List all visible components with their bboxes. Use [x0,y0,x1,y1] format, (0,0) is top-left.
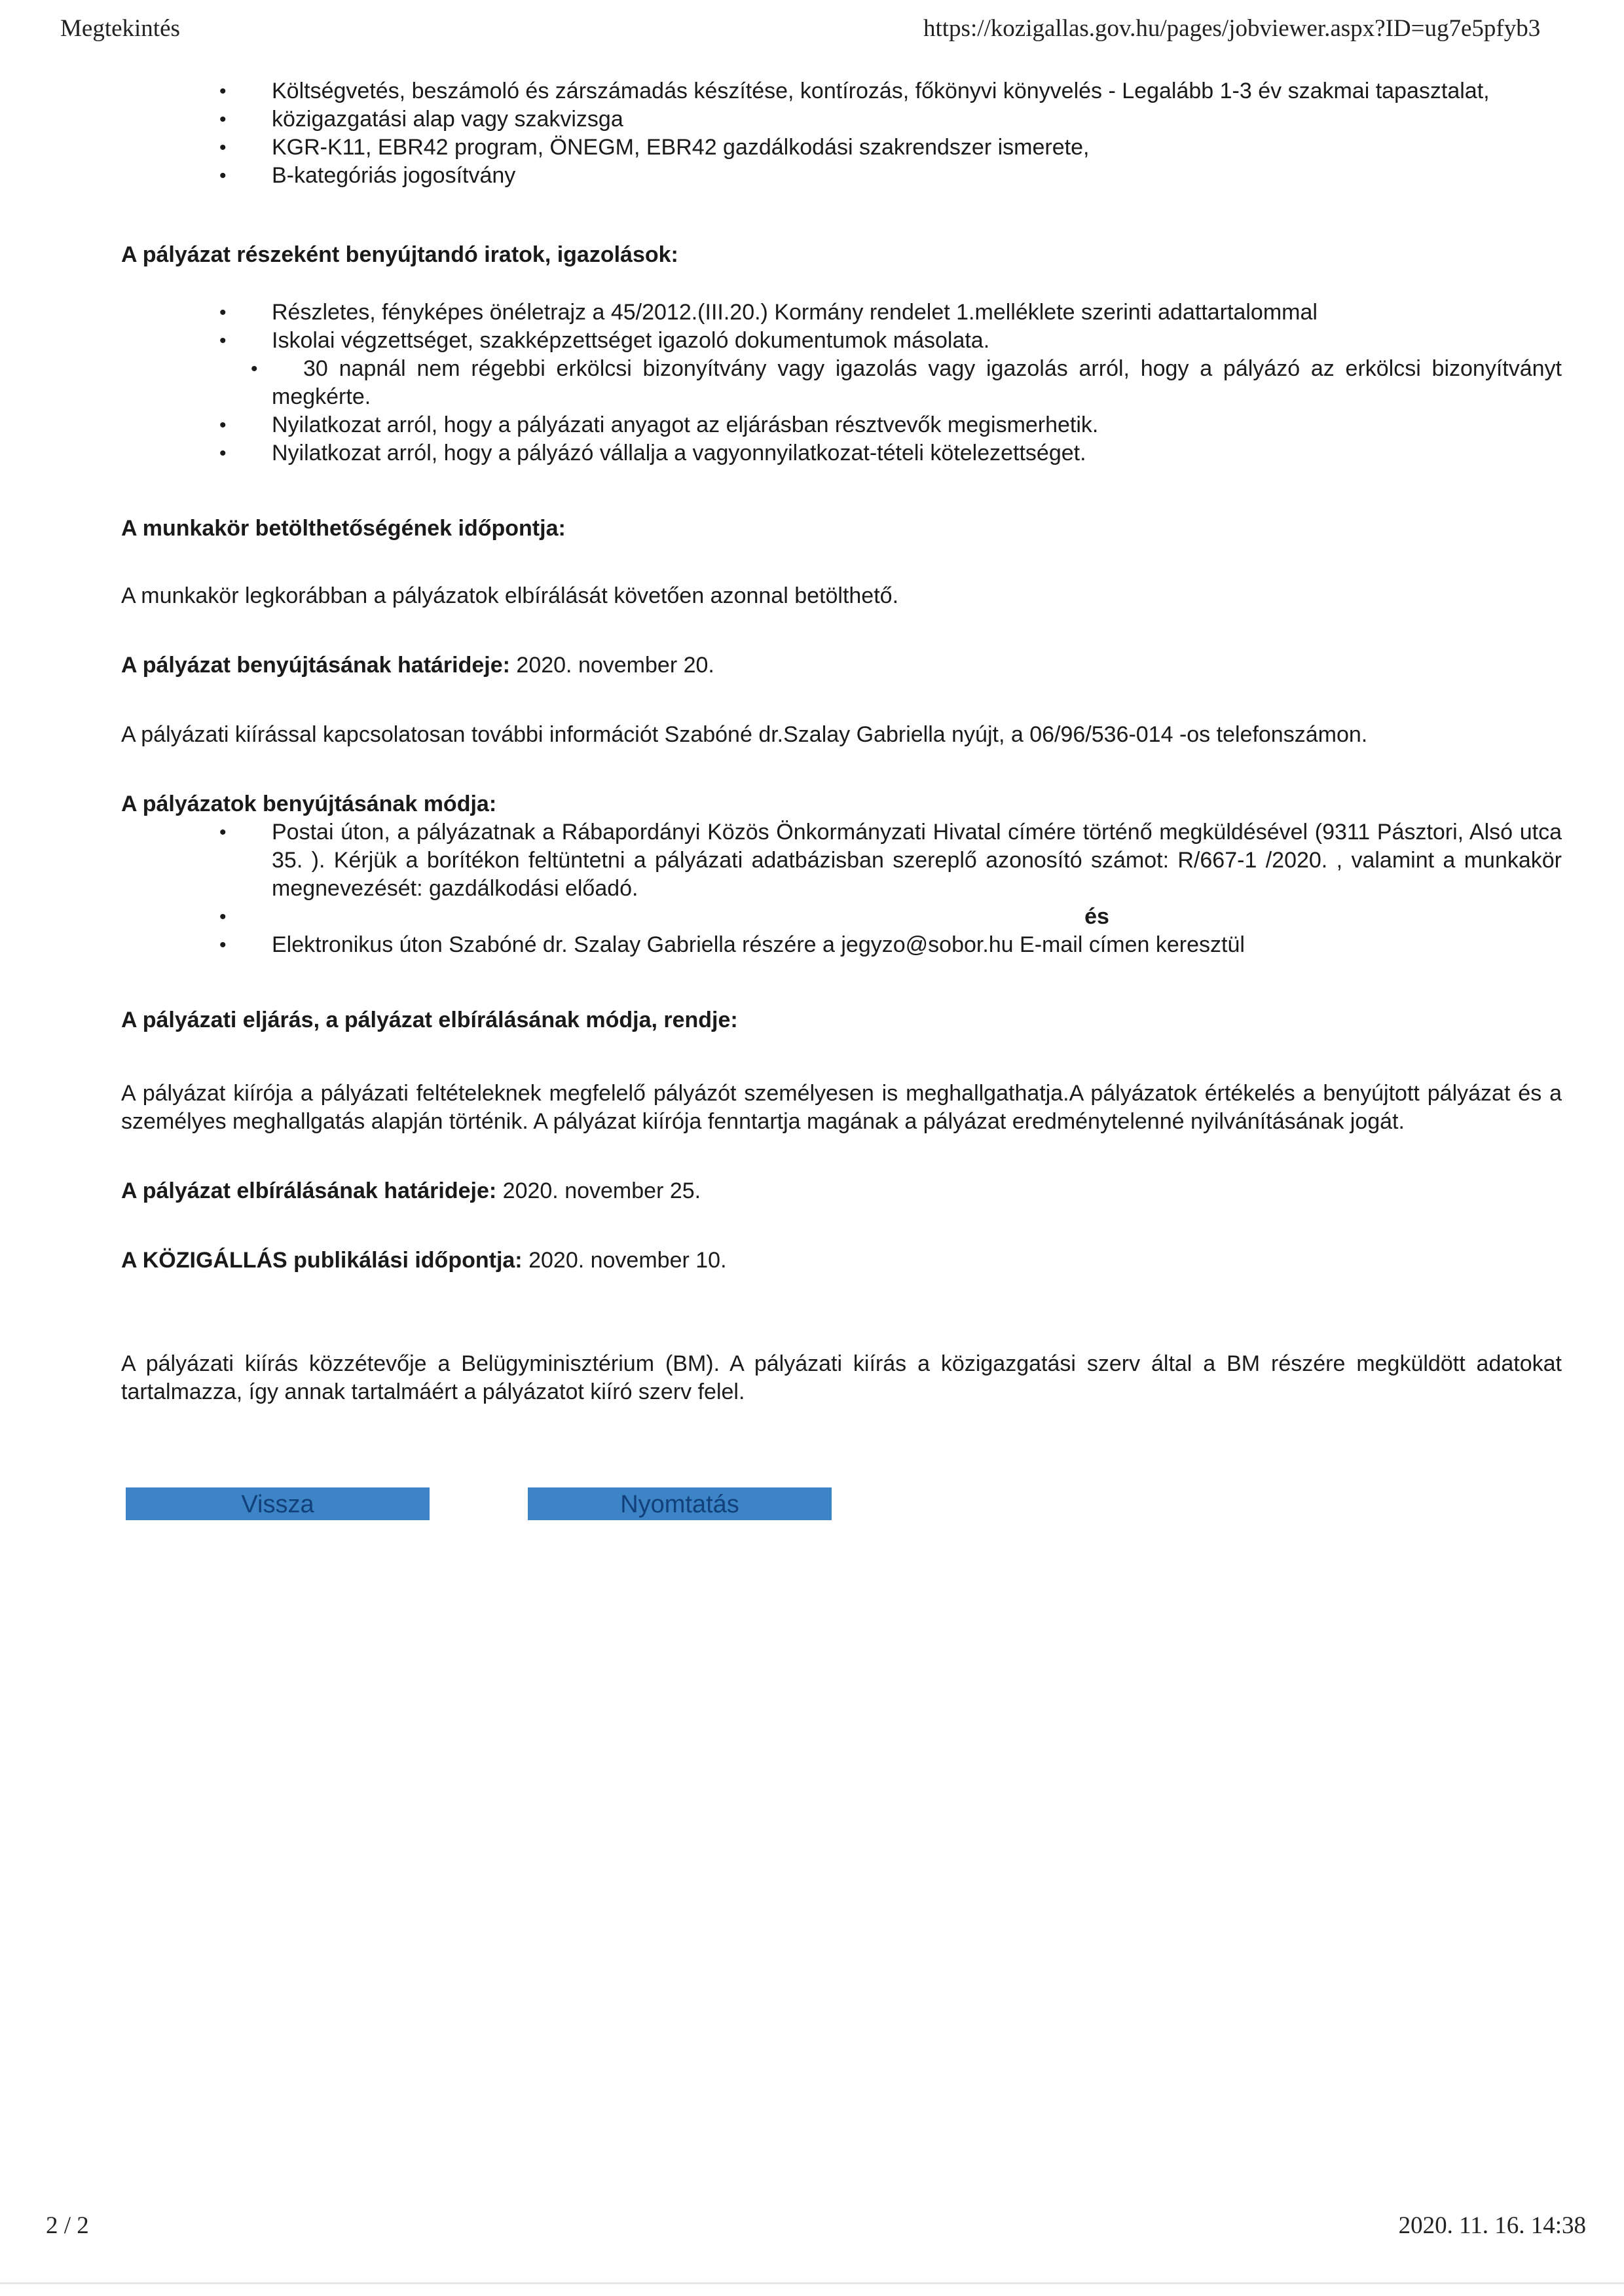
list-item: • Költségvetés, beszámoló és zárszámadás készítése, kontírozás, főkönyvi könyvelés - Legalább 1-3 év szakmai tapasztalat, [121,77,1562,105]
submission-method-list [121,818,1562,959]
page-bottom-divider [0,2282,1624,2284]
list-item: • közigazgatási alap vagy szakvizsga [121,105,1562,134]
list-item: • Nyilatkozat arról, hogy a pályázó vállalja a vagyonnyilatkozat-tételi kötelezettséget. [121,439,1562,467]
list-item: • Nyilatkozat arról, hogy a pályázati anyagot az eljárásban résztvevők megismerhetik. [121,411,1562,439]
job-posting-content [121,77,1562,1406]
print-header-title: Megtekintés [60,15,180,42]
list-item: • 30 napnál nem régebbi erkölcsi bizonyítvány vagy igazolás vagy igazolás arról, hogy a pályázó az erkölcsi bizonyítványt megkérte. [121,355,1562,411]
list-item: • Elektronikus úton Szabóné dr. Szalay Gabriella részére a jegyzo@sobor.hu E-mail címen keresztül [121,931,1562,959]
list-item: • Postai úton, a pályázatnak a Rábapordányi Közös Önkormányzati Hivatal címére történő megküldésével (9311 Pásztori, Alsó utca 35. ). Kérjük a borítékon feltüntetni a pályázati adatbázisban szereplő azonosító számot: R/667-1 /2020. , valamint a munkakör megnevezését: gazdálkodási előadó. [121,818,1562,903]
page-number: 2 / 2 [46,2212,89,2239]
conjunction-text: • és [1084,904,1109,929]
fill-date-heading: A munkakör betölthetőségének időpontja: [121,516,566,541]
list-item: • KGR-K11, EBR42 program, ÖNEGM, EBR42 gazdálkodási szakrendszer ismerete, [121,134,1562,162]
publisher-text: A pályázati kiírás közzétevője a Belügyminisztérium (BM). A pályázati kiírás a közigazgatási szerv által a BM részére megküldött adatokat tartalmazza, így annak tartalmáért a pályázatot kiíró szerv felel. [121,1351,1562,1404]
back-button[interactable]: Vissza [126,1487,430,1520]
documents-heading: A pályázat részeként benyújtandó iratok, igazolások: [121,242,678,267]
judgement-deadline-value: 2020. november 25. [496,1178,701,1203]
requirements-list [121,77,1562,190]
fill-date-text: A munkakör legkorábban a pályázatok elbírálását követően azonnal betölthető. [121,583,899,608]
print-button[interactable]: Nyomtatás [528,1487,832,1520]
judgement-deadline [121,1177,1562,1205]
list-item: • B-kategóriás jogosítvány [121,162,1562,190]
procedure-heading: A pályázati eljárás, a pályázat elbírálásának módja, rendje: [121,1008,738,1032]
submission-method-heading: A pályázatok benyújtásának módja: [121,792,497,816]
list-item: • Részletes, fényképes önéletrajz a 45/2012.(III.20.) Kormány rendelet 1.melléklete szerinti adattartalommal [121,299,1562,327]
judgement-deadline-label: A pályázat elbírálásának határideje: [121,1178,497,1203]
conjunction-row [121,903,1562,931]
documents-list [121,299,1562,467]
publication-date-value: 2020. november 10. [522,1248,727,1273]
submission-deadline-label: A pályázat benyújtásának határideje: [121,653,510,678]
publication-date-label: A KÖZIGÁLLÁS publikálási időpontja: [121,1248,523,1273]
list-item: • Iskolai végzettséget, szakképzettséget igazoló dokumentumok másolata. [121,327,1562,355]
publication-date [121,1247,1562,1275]
print-datetime: 2020. 11. 16. 14:38 [1398,2212,1586,2239]
submission-deadline-value: 2020. november 20. [509,653,714,678]
print-header-url: https://kozigallas.gov.hu/pages/jobviewer.aspx?ID=ug7e5pfyb3 [923,15,1541,42]
procedure-text: A pályázat kiírója a pályázati feltételeknek megfelelő pályázót személyesen is meghallgathatja.A pályázatok értékelés a benyújtott pályázat és a személyes meghallgatás alapján történik. A pályázat kiírója fenntartja magának a pályázat eredménytelenné nyilvánításának jogát. [121,1081,1562,1134]
contact-info-text: A pályázati kiírással kapcsolatosan további információt Szabóné dr.Szalay Gabriella nyújt, a 06/96/536-014 -os telefonszámon. [121,722,1368,747]
submission-deadline [121,651,1562,680]
